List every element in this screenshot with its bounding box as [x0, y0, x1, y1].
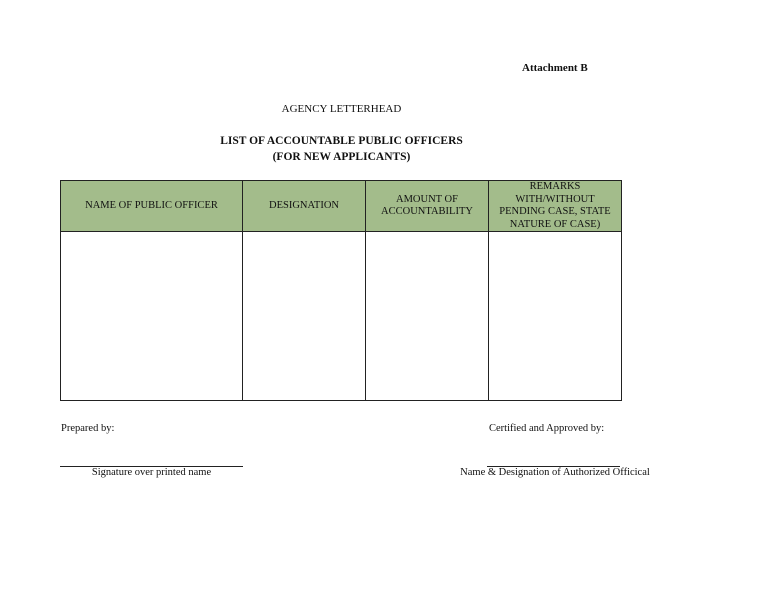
title-line-2: (FOR NEW APPLICANTS) — [272, 151, 411, 163]
agency-letterhead: AGENCY LETTERHEAD — [281, 103, 402, 115]
signature-caption-right: Name & Designation of Authorized Officical — [460, 467, 650, 478]
column-header-remarks: REMARKS WITH/WITHOUT PENDING CASE, STATE NATURE OF CASE) — [489, 181, 622, 232]
officers-table — [60, 180, 622, 401]
column-header-amount: AMOUNT OF ACCOUNTABILITY — [366, 181, 489, 232]
table-header-row — [61, 181, 622, 232]
attachment-label: Attachment B — [522, 62, 588, 74]
prepared-by-label: Prepared by: — [61, 423, 115, 434]
remarks-cell[interactable] — [489, 232, 622, 401]
amount-cell[interactable] — [366, 232, 489, 401]
column-header-name: NAME OF PUBLIC OFFICER — [61, 181, 243, 232]
document-title — [0, 133, 683, 165]
title-line-1: LIST OF ACCOUNTABLE PUBLIC OFFICERS — [220, 135, 463, 147]
column-header-designation: DESIGNATION — [243, 181, 366, 232]
certified-by-label: Certified and Approved by: — [489, 423, 605, 434]
table-row — [61, 232, 622, 401]
signature-caption-left: Signature over printed name — [91, 467, 212, 478]
designation-cell[interactable] — [243, 232, 366, 401]
name-cell[interactable] — [61, 232, 243, 401]
